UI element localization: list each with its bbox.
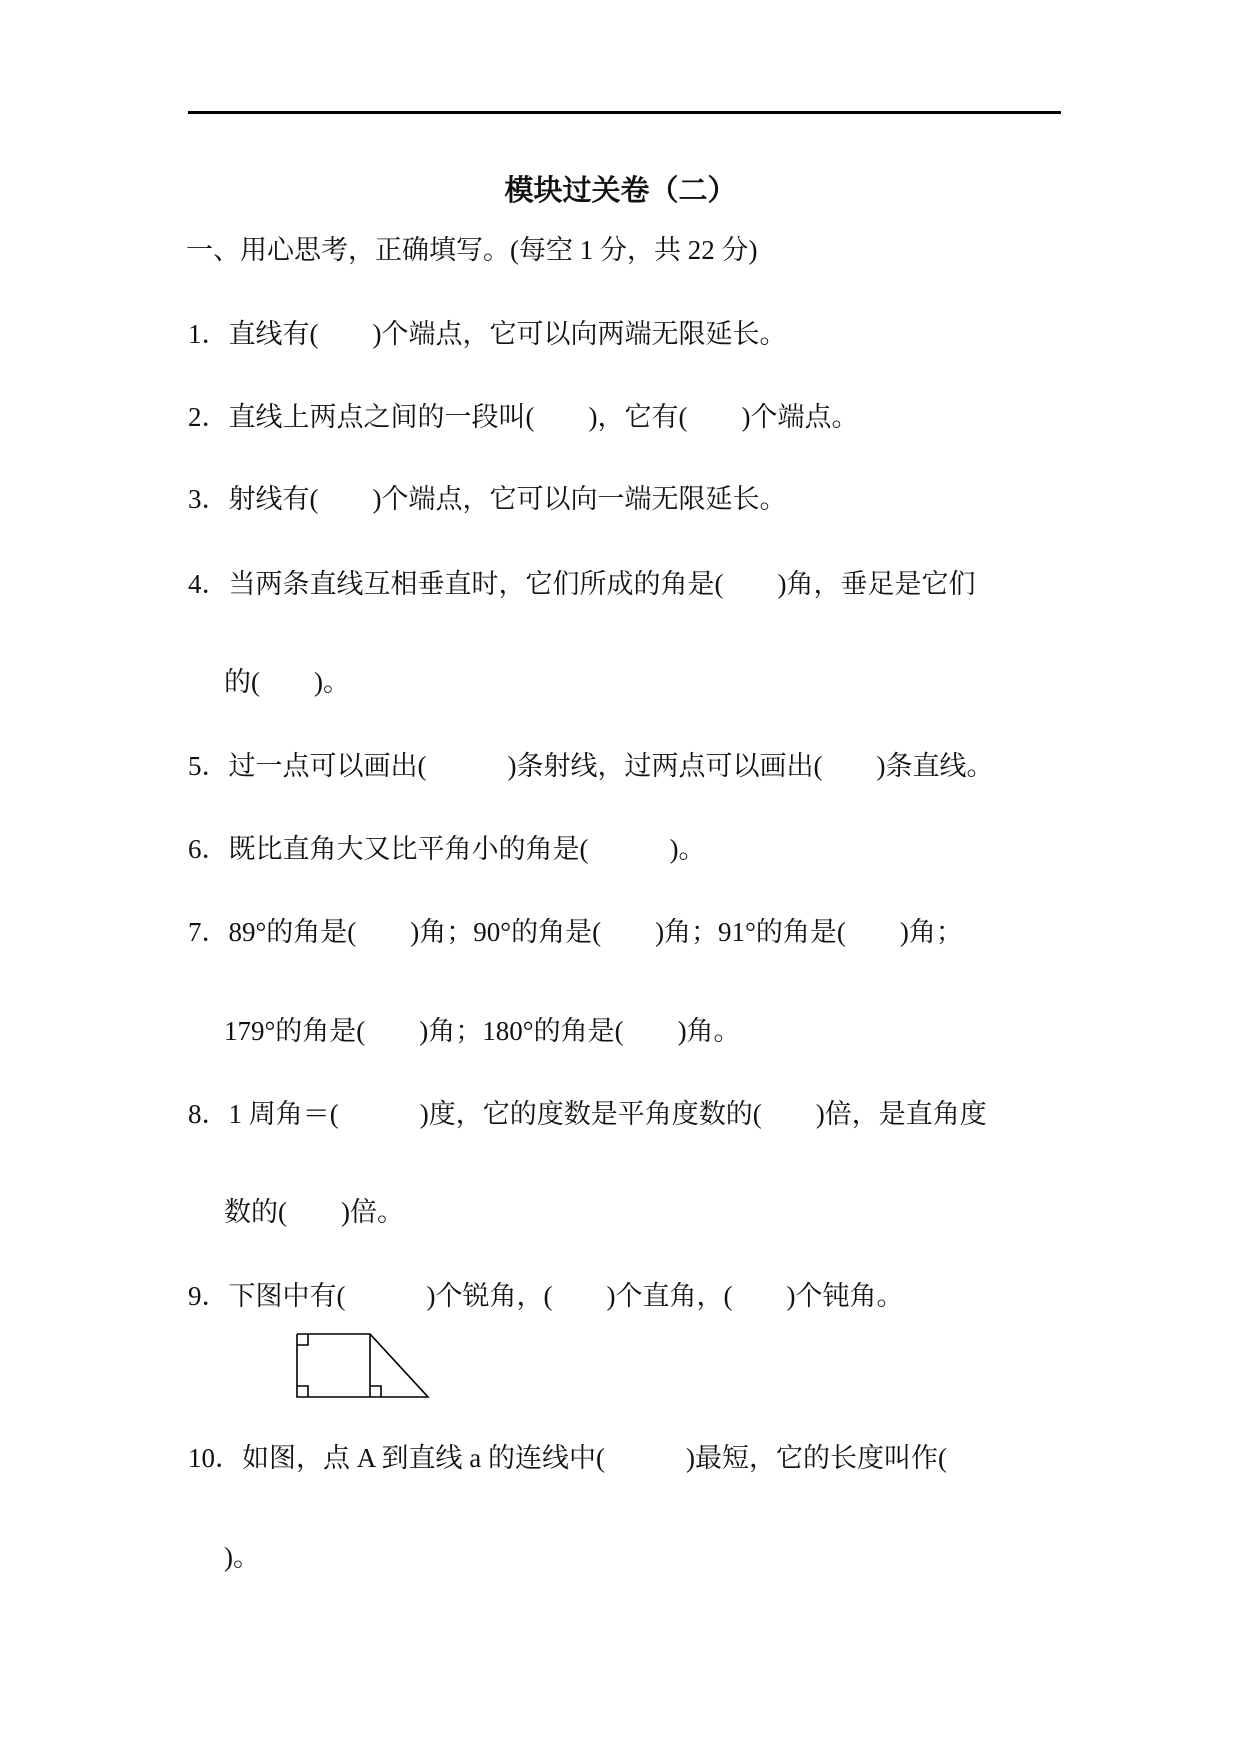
question-7-cont: 179°的角是( )角；180°的角是( )角。 bbox=[224, 1016, 741, 1046]
question-10-cont: )。 bbox=[224, 1542, 260, 1572]
question-1: 1．直线有( )个端点，它可以向两端无限延长。 bbox=[188, 319, 787, 349]
header-rule bbox=[188, 111, 1061, 114]
question-5: 5．过一点可以画出( )条射线，过两点可以画出( )条直线。 bbox=[188, 751, 994, 781]
section-heading: 一、用心思考，正确填写。(每空 1 分，共 22 分) bbox=[186, 235, 758, 265]
right-angle-mark bbox=[370, 1386, 381, 1397]
trapezoid-figure bbox=[290, 1328, 440, 1404]
page-title: 模块过关卷（二） bbox=[504, 173, 737, 207]
question-2: 2．直线上两点之间的一段叫( )，它有( )个端点。 bbox=[188, 402, 859, 432]
trapezoid-outline bbox=[297, 1334, 428, 1397]
right-angle-mark bbox=[297, 1334, 308, 1345]
question-3: 3．射线有( )个端点，它可以向一端无限延长。 bbox=[188, 484, 787, 514]
question-6: 6．既比直角大又比平角小的角是( )。 bbox=[188, 834, 706, 864]
question-8-cont: 数的( )倍。 bbox=[224, 1197, 404, 1227]
question-10: 10．如图，点 A 到直线 a 的连线中( )最短，它的长度叫作( bbox=[188, 1443, 947, 1473]
question-4-cont: 的( )。 bbox=[224, 667, 350, 697]
question-7: 7．89°的角是( )角；90°的角是( )角；91°的角是( )角； bbox=[188, 917, 963, 947]
right-angle-mark bbox=[297, 1386, 308, 1397]
question-9: 9．下图中有( )个锐角，( )个直角，( )个钝角。 bbox=[188, 1281, 904, 1311]
question-4: 4．当两条直线互相垂直时，它们所成的角是( )角，垂足是它们 bbox=[188, 569, 976, 599]
question-8: 8．1 周角＝( )度，它的度数是平角度数的( )倍，是直角度 bbox=[188, 1099, 987, 1129]
